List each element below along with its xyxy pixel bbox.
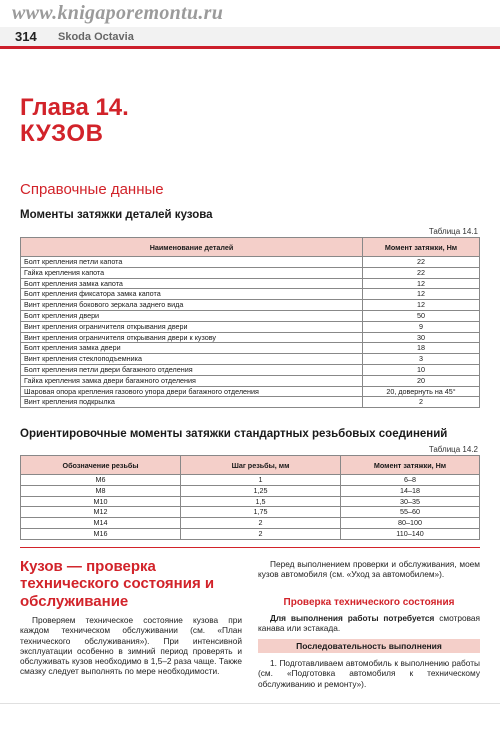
table-row xyxy=(21,485,480,496)
table-cell: Шаровая опора крепления газового упора двери багажного отделения xyxy=(21,386,363,397)
table-row xyxy=(21,518,480,529)
chapter-number: Глава 14. xyxy=(20,94,129,121)
table-cell: 12 xyxy=(363,278,480,289)
table-row xyxy=(21,332,480,343)
book-title: Skoda Octavia xyxy=(58,31,134,43)
table-cell: Винт крепления стеклоподъемника xyxy=(21,354,363,365)
torque-table-body-parts xyxy=(20,237,480,408)
table-cell: Гайка крепления замка двери багажного отделения xyxy=(21,375,363,386)
table-cell: Болт крепления петли двери багажного отделения xyxy=(21,364,363,375)
sequence-label-bar: Последовательность выполнения xyxy=(258,639,480,653)
table-row xyxy=(21,354,480,365)
table2-heading: Ориентировочные моменты затяжки стандартных резьбовых соединений xyxy=(20,428,448,440)
table2-caption: Таблица 14.2 xyxy=(428,445,478,454)
table-cell: 12 xyxy=(363,289,480,300)
table-cell: 30 xyxy=(363,332,480,343)
watermark-text: www.knigaporemontu.ru xyxy=(12,2,224,24)
table-row xyxy=(21,257,480,268)
table-row xyxy=(21,321,480,332)
header-rule xyxy=(0,46,500,49)
table-row xyxy=(21,528,480,539)
paragraph-requirements xyxy=(258,613,480,634)
chapter-title xyxy=(20,95,129,148)
table-cell: 9 xyxy=(363,321,480,332)
table-cell: Болт крепления фиксатора замка капота xyxy=(21,289,363,300)
table-row xyxy=(21,364,480,375)
subsection-title-inspection: Проверка технического состояния xyxy=(283,597,455,608)
table-row xyxy=(21,507,480,518)
table-row xyxy=(21,496,480,507)
table-cell: Гайка крепления капота xyxy=(21,267,363,278)
table-cell: M14 xyxy=(21,518,181,529)
table-cell: 1,25 xyxy=(181,485,341,496)
table-cell: 80–100 xyxy=(341,518,480,529)
table-cell: 55–60 xyxy=(341,507,480,518)
table-cell: 22 xyxy=(363,257,480,268)
table-row xyxy=(21,278,480,289)
page-number: 314 xyxy=(15,29,37,44)
table-cell: Болт крепления двери xyxy=(21,310,363,321)
table-cell: Винт крепления ограничителя открывания двери xyxy=(21,321,363,332)
table2-header-torque: Момент затяжки, Нм xyxy=(341,456,480,475)
table-row xyxy=(21,475,480,486)
section-title-body-check: Кузов — проверка технического состояния и обслуживание xyxy=(20,558,215,610)
paragraph-inspection-intro: Проверяем техническое состояние кузова при каждом техническом обслуживании (см. «План технического обслуживания»). При интенсивной эксплуатации особенно в зимний период проверять и обслуживать кузов необходимо в 1,5–2 раза чаще. Также смазку следует выполнять по мере необходимости. xyxy=(20,615,242,677)
table-row xyxy=(21,267,480,278)
table-cell: M16 xyxy=(21,528,181,539)
table1-caption: Таблица 14.1 xyxy=(428,227,478,236)
table-row xyxy=(21,375,480,386)
chapter-name: КУЗОВ xyxy=(20,120,104,148)
table-cell: 1,75 xyxy=(181,507,341,518)
table-cell: Болт крепления замка двери xyxy=(21,343,363,354)
section-divider xyxy=(20,547,480,548)
table2-header-pitch: Шаг резьбы, мм xyxy=(181,456,341,475)
table-cell: 110–140 xyxy=(341,528,480,539)
table-cell: Винт крепления ограничителя открывания двери к кузову xyxy=(21,332,363,343)
table-cell: 10 xyxy=(363,364,480,375)
table-cell: 14–18 xyxy=(341,485,480,496)
bottom-rule xyxy=(0,703,500,704)
table-cell: 50 xyxy=(363,310,480,321)
table-row xyxy=(21,397,480,408)
table-cell: 2 xyxy=(181,528,341,539)
table-cell: 6–8 xyxy=(341,475,480,486)
requirements-rest: смотровая канава или эстакада. xyxy=(258,613,481,634)
table-cell: 30–35 xyxy=(341,496,480,507)
table2-header-thread: Обозначение резьбы xyxy=(21,456,181,475)
table-cell: 12 xyxy=(363,300,480,311)
table1-heading: Моменты затяжки деталей кузова xyxy=(20,209,213,221)
table1-header-torque: Момент затяжки, Нм xyxy=(363,238,480,257)
torque-table-threads xyxy=(20,455,480,540)
table-cell: 22 xyxy=(363,267,480,278)
table1-header-name: Наименование деталей xyxy=(21,238,363,257)
table-cell: M12 xyxy=(21,507,181,518)
table-row xyxy=(21,343,480,354)
table-cell: 20 xyxy=(363,375,480,386)
table-cell: M6 xyxy=(21,475,181,486)
table-row xyxy=(21,386,480,397)
table-cell: 1,5 xyxy=(181,496,341,507)
table-cell: 20, довернуть на 45° xyxy=(363,386,480,397)
table-cell: 1 xyxy=(181,475,341,486)
table-cell: Болт крепления петли капота xyxy=(21,257,363,268)
paragraph-step-1: 1. Подготавливаем автомобиль к выполнению работы (см. «Подготовка автомобиля к техническому обслуживанию и ремонту»). xyxy=(258,658,480,689)
table-cell: M8 xyxy=(21,485,181,496)
table-cell: M10 xyxy=(21,496,181,507)
paragraph-wash-before: Перед выполнением проверки и обслуживания, моем кузов автомобиля (см. «Уход за автомобилем»). xyxy=(258,559,480,580)
table-row xyxy=(21,289,480,300)
table-cell: 2 xyxy=(181,518,341,529)
table-cell: 2 xyxy=(363,397,480,408)
table-row xyxy=(21,310,480,321)
table-cell: 3 xyxy=(363,354,480,365)
table-cell: Винт крепления бокового зеркала заднего вида xyxy=(21,300,363,311)
table-cell: Винт крепления подкрылка xyxy=(21,397,363,408)
section-title-reference: Справочные данные xyxy=(20,181,164,198)
requirements-bold: Для выполнения работы потребуется xyxy=(270,613,435,623)
table-cell: Болт крепления замка капота xyxy=(21,278,363,289)
table-cell: 18 xyxy=(363,343,480,354)
table-row xyxy=(21,300,480,311)
